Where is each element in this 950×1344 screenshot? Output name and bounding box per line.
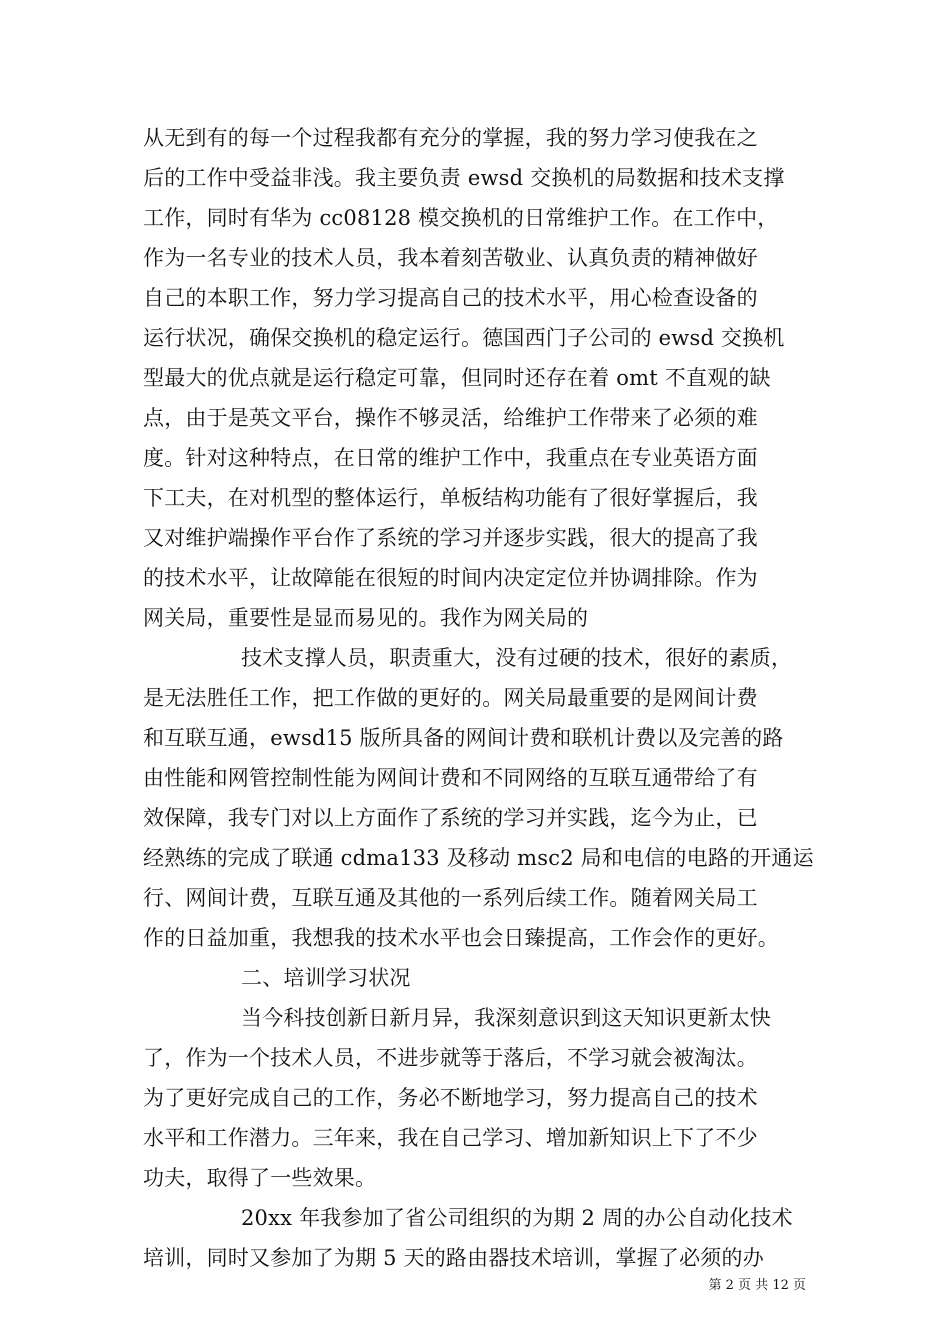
text-line: 当今科技创新日新月异，我深刻意识到这天知识更新太快 bbox=[241, 1006, 771, 1030]
text-line: 由性能和网管控制性能为网间计费和不同网络的互联互通带给了有 bbox=[143, 766, 758, 790]
text-line: 是无法胜任工作，把工作做的更好的。网关局最重要的是网间计费 bbox=[143, 686, 758, 710]
page-number: 第 2 页 共 12 页 bbox=[708, 1278, 806, 1293]
text-line: 从无到有的每一个过程我都有充分的掌握，我的努力学习使我在之 bbox=[143, 126, 758, 150]
text-line: 为了更好完成自己的工作，务必不断地学习，努力提高自己的技术 bbox=[143, 1086, 758, 1110]
text-line: 下工夫，在对机型的整体运行，单板结构功能有了很好掌握后，我 bbox=[143, 486, 758, 510]
text-line: 度。针对这种特点，在日常的维护工作中，我重点在专业英语方面 bbox=[143, 446, 758, 470]
text-line: 又对维护端操作平台作了系统的学习并逐步实践，很大的提高了我 bbox=[143, 526, 758, 550]
text-line: 培训，同时又参加了为期 5 天的路由器技术培训，掌握了必须的办 bbox=[143, 1246, 764, 1270]
text-line: 点，由于是英文平台，操作不够灵活，给维护工作带来了必须的难 bbox=[143, 406, 758, 430]
text-line: 作的日益加重，我想我的技术水平也会日臻提高，工作会作的更好。 bbox=[143, 926, 779, 950]
text-line: 作为一名专业的技术人员，我本着刻苦敬业、认真负责的精神做好 bbox=[143, 246, 758, 270]
text-line: 行、网间计费，互联互通及其他的一系列后续工作。随着网关局工 bbox=[143, 886, 758, 910]
section-heading: 二、培训学习状况 bbox=[241, 966, 411, 990]
text-line: 水平和工作潜力。三年来，我在自己学习、增加新知识上下了不少 bbox=[143, 1126, 758, 1150]
body-text bbox=[143, 118, 833, 1278]
text-line: 20xx 年我参加了省公司组织的为期 2 周的办公自动化技术 bbox=[241, 1206, 793, 1230]
text-line: 网关局，重要性是显而易见的。我作为网关局的 bbox=[143, 606, 589, 630]
text-line: 后的工作中受益非浅。我主要负责 ewsd 交换机的局数据和技术支撑 bbox=[143, 166, 785, 190]
text-line: 技术支撑人员，职责重大，没有过硬的技术，很好的素质， bbox=[241, 646, 793, 670]
text-line: 经熟练的完成了联通 cdma133 及移动 msc2 局和电信的电路的开通运 bbox=[143, 846, 814, 870]
text-line: 功夫，取得了一些效果。 bbox=[143, 1166, 377, 1190]
text-line: 工作，同时有华为 cc08128 模交换机的日常维护工作。在工作中， bbox=[143, 206, 779, 230]
text-line: 了，作为一个技术人员，不进步就等于落后，不学习就会被淘汰。 bbox=[143, 1046, 758, 1070]
text-line: 自己的本职工作，努力学习提高自己的技术水平，用心检查设备的 bbox=[143, 286, 758, 310]
text-line: 运行状况，确保交换机的稳定运行。德国西门子公司的 ewsd 交换机 bbox=[143, 326, 785, 350]
text-line: 的技术水平，让故障能在很短的时间内决定定位并协调排除。作为 bbox=[143, 566, 758, 590]
text-line: 型最大的优点就是运行稳定可靠，但同时还存在着 omt 不直观的缺 bbox=[143, 366, 771, 390]
text-line: 效保障，我专门对以上方面作了系统的学习并实践，迄今为止，已 bbox=[143, 806, 758, 830]
text-line: 和互联互通，ewsd15 版所具备的网间计费和联机计费以及完善的路 bbox=[143, 726, 784, 750]
